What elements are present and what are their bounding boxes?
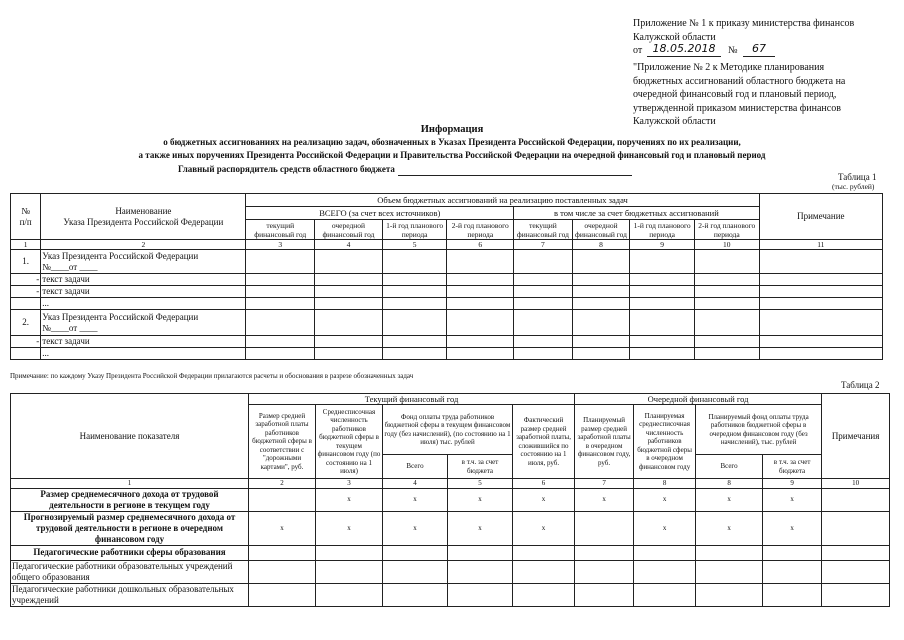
- row-num: -: [11, 286, 41, 298]
- row-name: текст задачи: [41, 274, 246, 286]
- row-name: ...: [41, 348, 246, 360]
- row-num: [11, 348, 41, 360]
- table-row: [11, 336, 883, 348]
- col-number: 2: [249, 479, 316, 489]
- row-num: 1.: [11, 250, 41, 274]
- cell-note: [822, 488, 890, 511]
- header-current-year: Текущий финансовый год: [249, 394, 575, 405]
- col-number: 11: [759, 240, 882, 250]
- table-row: [11, 348, 883, 360]
- row-name: Прогнозируемый размер среднемесячного дохода от трудовой деятельности в регионе в очередном финансовом году: [11, 511, 249, 545]
- row-num: 2.: [11, 310, 41, 336]
- header-planned-headcount: Планируемая среднесписочная численность работников бюджетной сферы в очередном финансовом году: [634, 405, 696, 479]
- header-headcount: Среднесписочная численность работников бюджетной сферы в текущем финансовом году (по состоянию на 1 июля): [316, 405, 383, 479]
- table1-caption: Таблица 1: [838, 172, 877, 182]
- col-number: 6: [513, 479, 575, 489]
- cell-value: x: [448, 511, 513, 545]
- row-name: текст задачи: [41, 286, 246, 298]
- row-num: [11, 298, 41, 310]
- cell-value: x: [763, 511, 822, 545]
- col-number: 4: [383, 479, 448, 489]
- cell-value: x: [316, 488, 383, 511]
- header-num: № п/п: [11, 194, 41, 240]
- appendix-date: 18.05.2018: [647, 42, 721, 57]
- from-label: от: [633, 45, 643, 56]
- cell-note: [822, 511, 890, 545]
- table-row: [11, 250, 883, 274]
- cell-value: [575, 511, 634, 545]
- sub-header: 1-й год планового периода: [630, 220, 695, 240]
- row-num: -: [11, 274, 41, 286]
- col-number: 8: [572, 240, 630, 250]
- sub-header: 2-й год планового периода: [447, 220, 514, 240]
- doc-subtitle-line1: о бюджетных ассигнованиях на реализацию задач, обозначенных в Указах Президента Российской Федерации, поручениях по их реализации,: [163, 137, 741, 147]
- table-row: [11, 286, 883, 298]
- table-row: [11, 310, 883, 336]
- table2-caption: Таблица 2: [841, 380, 880, 390]
- col-number: 9: [630, 240, 695, 250]
- table1-units: (тыс. рублей): [832, 182, 875, 191]
- col-number: 9: [763, 479, 822, 489]
- number-label: №: [728, 45, 738, 56]
- col-number: 8: [634, 479, 696, 489]
- cell-value: x: [696, 488, 763, 511]
- cell-value: x: [696, 511, 763, 545]
- cell-value: x: [513, 511, 575, 545]
- cell-value: x: [448, 488, 513, 511]
- header-decree-name: Наименование Указа Президента Российской Федерации: [41, 194, 246, 240]
- budget-manager-field: [398, 175, 632, 176]
- cell-value: x: [634, 488, 696, 511]
- col-number: 3: [316, 479, 383, 489]
- cell-value: x: [383, 511, 448, 545]
- row-name: текст задачи: [41, 336, 246, 348]
- sub-header: очередной финансовый год: [572, 220, 630, 240]
- row-name: Педагогические работники дошкольных образовательных учреждений: [11, 583, 249, 606]
- methodology-line: утвержденной приказом министерства финансов: [633, 102, 841, 114]
- doc-subtitle-line2: а также иных поручениях Президента Российской Федерации и Правительства Российской Федерации на очередной финансовый год и плановый период: [138, 150, 766, 160]
- cell-value: x: [634, 511, 696, 545]
- header-incl-budget: в т.ч. за счет бюджета: [763, 455, 822, 479]
- sub-header: очередной финансовый год: [315, 220, 383, 240]
- header-indicator-name: Наименование показателя: [11, 394, 249, 479]
- sub-header: 1-й год планового периода: [382, 220, 447, 240]
- appendix-line2: Калужской области: [633, 31, 716, 43]
- col-number: 10: [822, 479, 890, 489]
- header-total: Всего: [383, 455, 448, 479]
- table1: [10, 193, 883, 360]
- cell-value: [249, 488, 316, 511]
- cell-value: x: [383, 488, 448, 511]
- appendix-block: [633, 17, 898, 129]
- cell-value: x: [316, 511, 383, 545]
- col-number: 5: [382, 240, 447, 250]
- methodology-line: Калужской области: [633, 116, 716, 127]
- cell-value: x: [575, 488, 634, 511]
- sub-header: 2-й год планового периода: [694, 220, 759, 240]
- table1-note: Примечание: по каждому Указу Президента Российской Федерации прилагаются расчеты и обоснования в разрезе обозначенных задач: [10, 372, 414, 380]
- header-volume: Объем бюджетных ассигнований на реализацию поставленных задач: [246, 194, 759, 207]
- col-number: 6: [447, 240, 514, 250]
- row-name: Указ Президента Российской Федерации №____от ____: [41, 310, 246, 336]
- header-incl-budget: в т.ч. за счет бюджета: [448, 455, 513, 479]
- row-name: Размер среднемесячного дохода от трудовой деятельности в регионе в текущем году: [11, 488, 249, 511]
- header-total: ВСЕГО (за счет всех источников): [246, 207, 514, 220]
- row-num: -: [11, 336, 41, 348]
- col-number: 7: [575, 479, 634, 489]
- sub-header: текущий финансовый год: [246, 220, 315, 240]
- doc-title: Информация: [420, 124, 484, 135]
- row-name: ...: [41, 298, 246, 310]
- header-planned-fund: Планируемый фонд оплаты труда работников бюджетной сферы в очередном финансовом году (без начислений), тыс. рублей: [696, 405, 822, 455]
- col-number: 4: [315, 240, 383, 250]
- col-number: 2: [41, 240, 246, 250]
- table2: [10, 393, 890, 607]
- col-number: 10: [694, 240, 759, 250]
- row-name: Указ Президента Российской Федерации №____от ____: [41, 250, 246, 274]
- cell-value: x: [763, 488, 822, 511]
- methodology-text: [633, 61, 898, 129]
- col-number: 7: [514, 240, 573, 250]
- header-next-year: Очередной финансовый год: [575, 394, 822, 405]
- col-number: 1: [11, 479, 249, 489]
- header-planned-salary: Планируемый размер средней заработной платы в очередном финансовом году, руб.: [575, 405, 634, 479]
- header-actual-salary: Фактический размер средней заработной платы, сложившийся по состоянию на 1 июля, руб.: [513, 405, 575, 479]
- col-number: 1: [11, 240, 41, 250]
- header-incl-budget: в том числе за счет бюджетных ассигнований: [514, 207, 760, 220]
- sub-header: текущий финансовый год: [514, 220, 573, 240]
- table-row: [11, 560, 890, 583]
- budget-manager-label: Главный распорядитель средств областного бюджета: [178, 164, 395, 174]
- table-row: [11, 545, 890, 560]
- header-total: Всего: [696, 455, 763, 479]
- col-number: 3: [246, 240, 315, 250]
- row-name: Педагогические работники сферы образования: [11, 545, 249, 560]
- methodology-line: бюджетных ассигнований областного бюджета на: [633, 75, 846, 87]
- methodology-line: очередной финансовый год и плановый период,: [633, 89, 837, 100]
- table-row: [11, 511, 890, 545]
- table-row: [11, 274, 883, 286]
- appendix-date-row: [633, 44, 898, 58]
- appendix-line1: Приложение № 1 к приказу министерства финансов: [633, 18, 855, 29]
- row-name: Педагогические работники образовательных учреждений общего образования: [11, 560, 249, 583]
- table-row: [11, 488, 890, 511]
- table-row: [11, 583, 890, 606]
- appendix-number: 67: [743, 42, 775, 57]
- cell-value: x: [513, 488, 575, 511]
- methodology-line: "Приложение № 2 к Методике планирования: [633, 62, 825, 73]
- header-note: Примечание: [759, 194, 882, 240]
- header-avg-salary: Размер средней заработной платы работников бюджетной сферы в соответствии с "дорожными картами", руб.: [249, 405, 316, 479]
- header-wage-fund: Фонд оплаты труда работников бюджетной сферы в текущем финансовом году (без начислений), (по состоянию на 1 июля) тыс. рублей: [383, 405, 513, 455]
- col-number: 5: [448, 479, 513, 489]
- table-row: [11, 298, 883, 310]
- header-notes: Примечания: [822, 394, 890, 479]
- cell-value: x: [249, 511, 316, 545]
- col-number: 8: [696, 479, 763, 489]
